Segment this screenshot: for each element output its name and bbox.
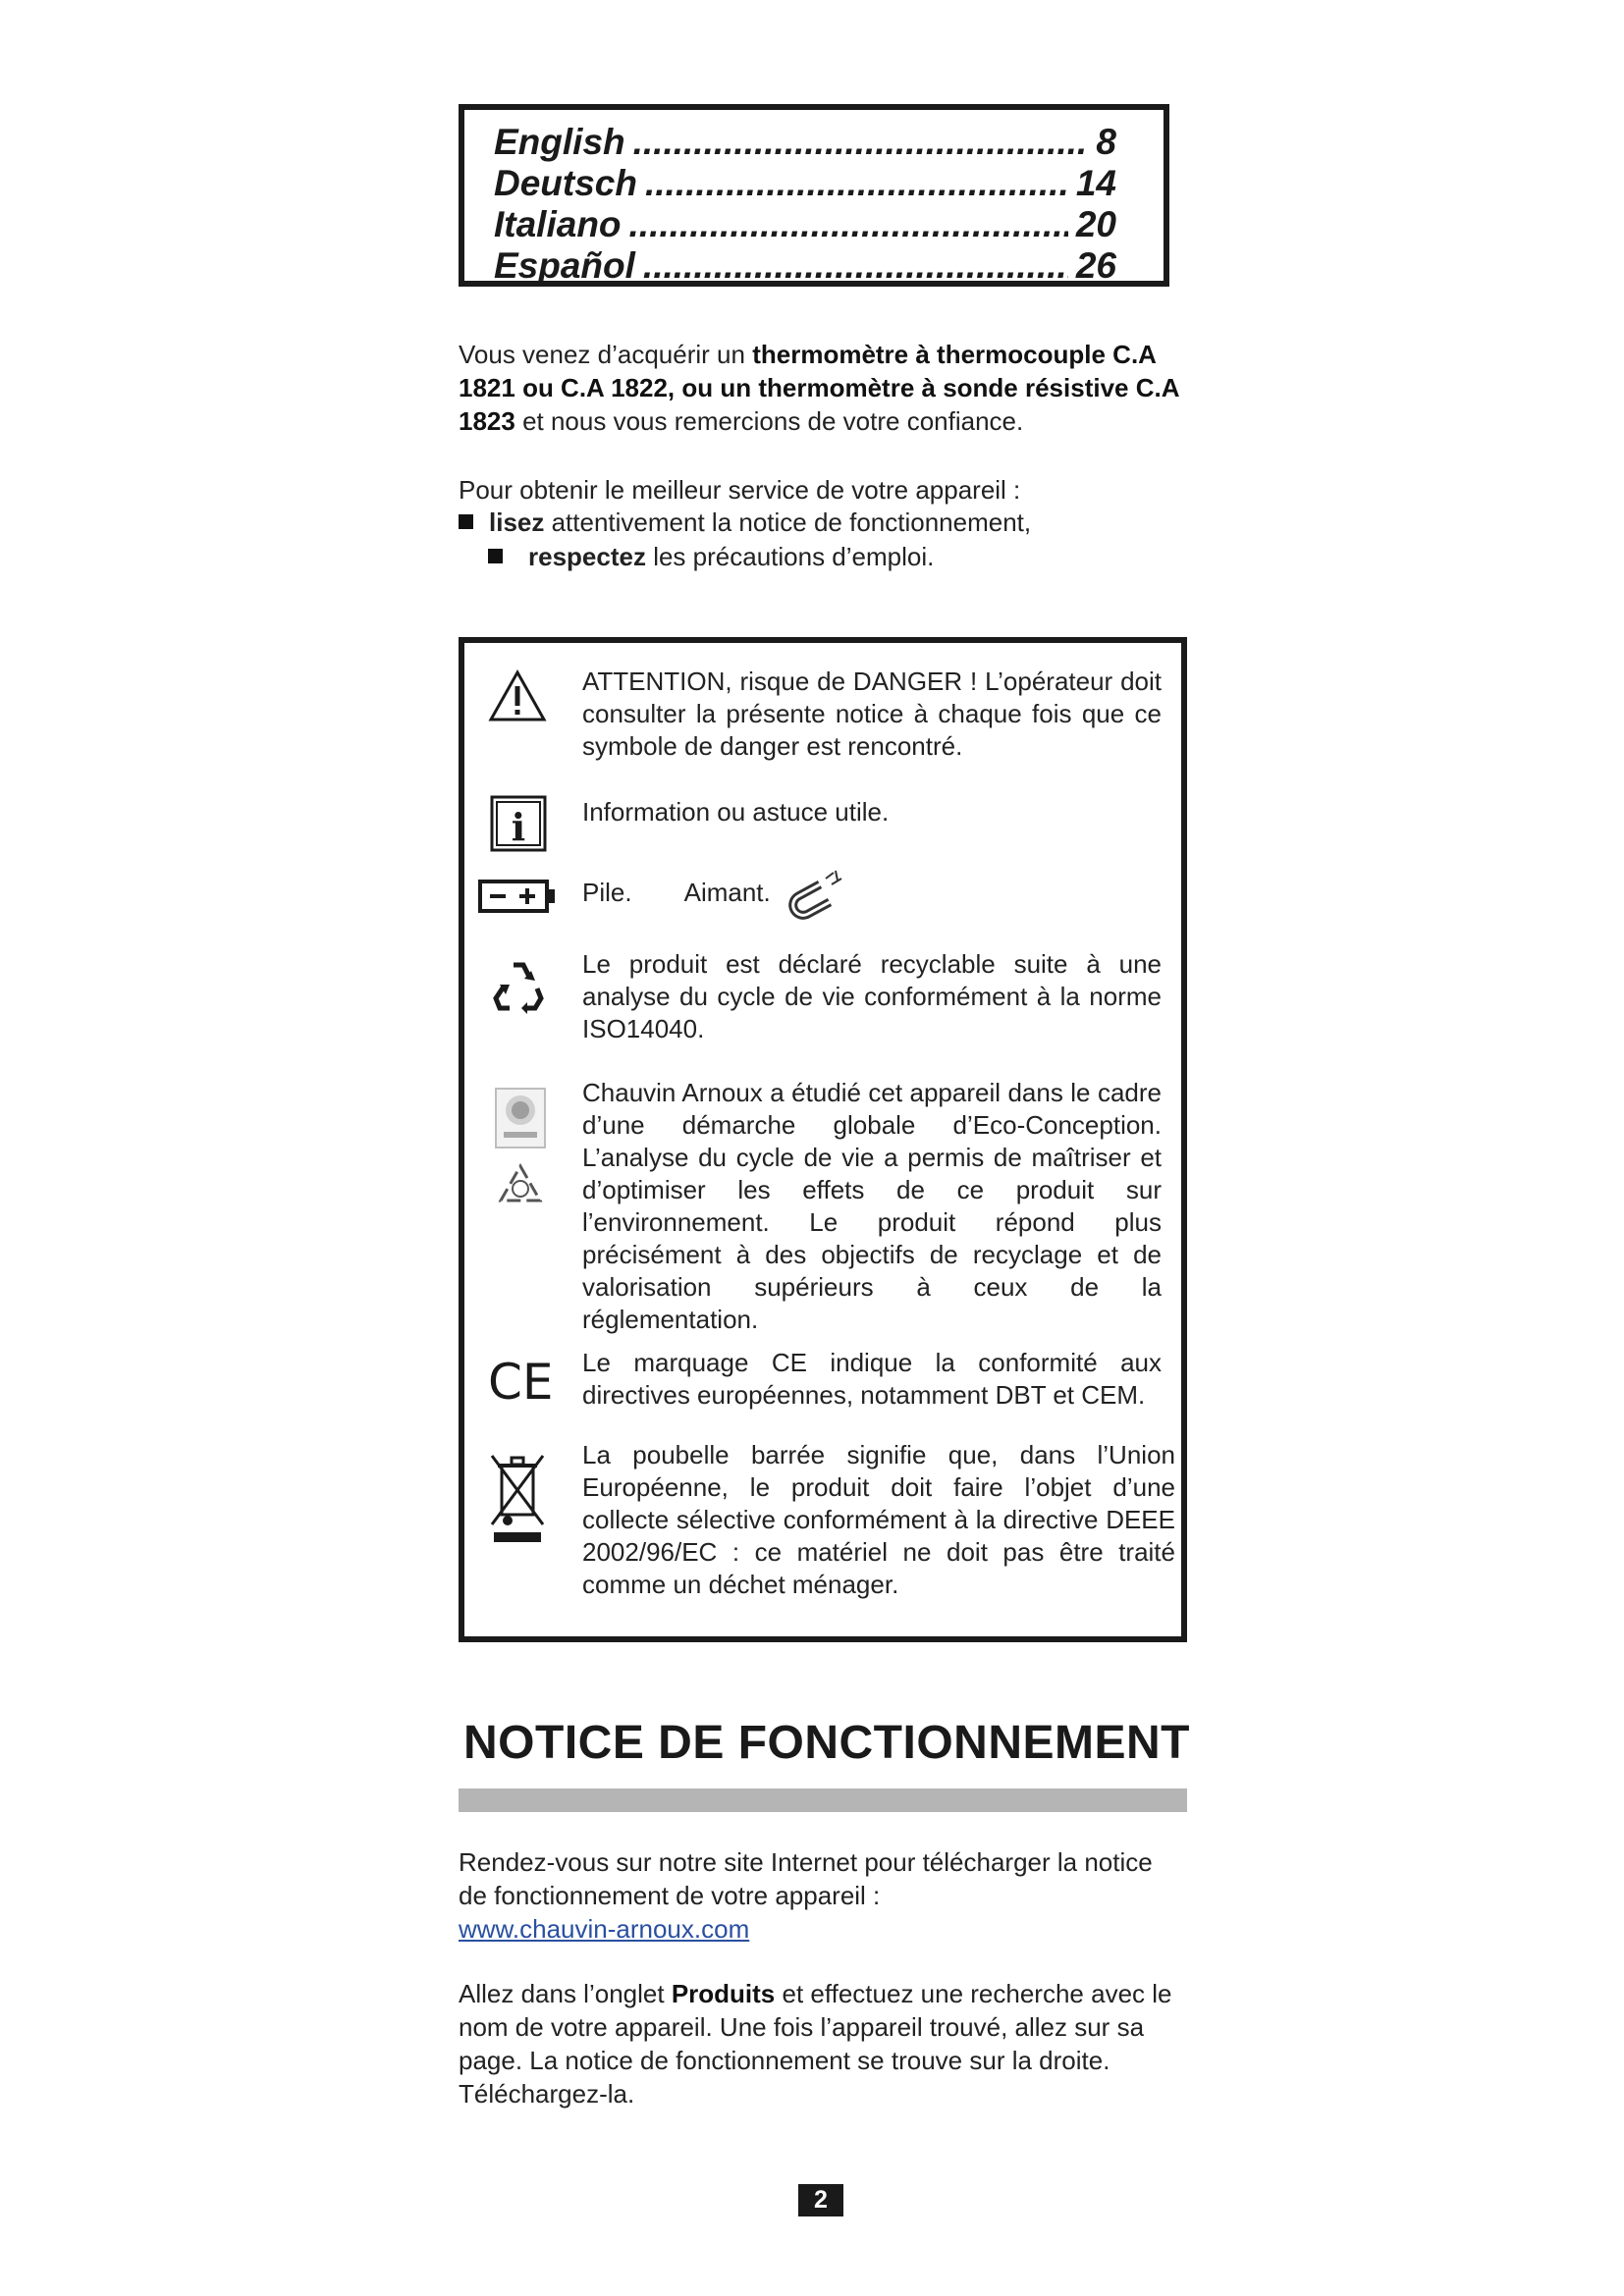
recycle-icon xyxy=(492,959,547,1014)
toc-leader xyxy=(633,122,1089,163)
download-instructions xyxy=(459,1977,1185,2110)
toc-label: English xyxy=(494,122,625,162)
toc-label: Español xyxy=(494,245,635,286)
instructions-text: Allez dans l’onglet xyxy=(459,1979,672,2008)
intro-paragraph xyxy=(459,338,1185,438)
toc-entry-english[interactable] xyxy=(494,122,1116,163)
bullet-text: attentivement la notice de fonctionnement, xyxy=(544,507,1032,537)
warning-text: ATTENTION, risque de DANGER ! L’opérateur doit consulter la présente notice à chaque fois que ce symbole de danger est rencontré. xyxy=(582,667,1162,761)
products-tab-label: Produits xyxy=(671,1979,776,2008)
bullet-square-icon xyxy=(459,514,473,529)
battery-label: Pile. xyxy=(582,878,632,907)
page-number: 2 xyxy=(798,2184,843,2216)
toc-leader xyxy=(629,204,1068,245)
toc-leader xyxy=(643,245,1068,287)
toc-leader xyxy=(645,163,1068,204)
info-icon xyxy=(490,795,547,852)
bullet-read xyxy=(459,506,1031,539)
service-intro: Pour obtenir le meilleur service de votre appareil : xyxy=(459,475,1021,505)
crossed-bin-icon xyxy=(488,1452,547,1546)
toc-entry-italiano[interactable] xyxy=(494,204,1116,245)
language-toc xyxy=(459,104,1169,287)
bullet-keyword: respectez xyxy=(528,542,646,571)
notice-paragraph xyxy=(459,1845,1185,1946)
notice-text: Rendez-vous sur notre site Internet pour télécharger la notice de fonctionnement de votre appareil : xyxy=(459,1847,1153,1910)
svg-text:i: i xyxy=(511,805,526,849)
weee-text: La poubelle barrée signifie que, dans l’Union Européenne, le produit doit faire l’objet d’une collecte sélective conformément à la directive DEEE 2002/96/EC : ce matériel ne doit pas être traité comme un déchet ménager. xyxy=(582,1440,1175,1599)
recyclable-text: Le produit est déclaré recyclable suite à une analyse du cycle de vie conformément à la norme ISO14040. xyxy=(582,949,1162,1043)
toc-page: 14 xyxy=(1075,163,1116,203)
svg-text:CE: CE xyxy=(488,1358,554,1405)
bullet-respect xyxy=(488,540,934,573)
toc-page: 8 xyxy=(1096,122,1116,162)
toc-label: Italiano xyxy=(494,204,622,244)
magnet-label: Aimant. xyxy=(683,878,771,907)
battery-icon xyxy=(478,879,557,914)
toc-label: Deutsch xyxy=(494,163,637,203)
intro-text: Vous venez d’acquérir un xyxy=(459,340,753,369)
instructions-text-end: et effectuez une recherche avec le nom de votre appareil. Une fois l’appareil trouvé, allez sur sa page. La notice de fonctionnement se trouve sur la droite. Téléchargez-la. xyxy=(459,1979,1172,2109)
eco-design-icon xyxy=(494,1087,547,1149)
bullet-square-icon xyxy=(488,549,503,563)
intro-text-end: et nous vous remercions de votre confiance. xyxy=(514,406,1024,436)
recycle-triangle-icon xyxy=(496,1161,545,1210)
toc-page: 26 xyxy=(1075,245,1116,286)
toc-entry-espanol[interactable] xyxy=(494,245,1116,287)
symbols-box xyxy=(459,637,1187,1642)
toc-page: 20 xyxy=(1075,204,1116,244)
info-text: Information ou astuce utile. xyxy=(582,797,890,827)
ce-mark-icon xyxy=(486,1358,555,1405)
bullet-text: les précautions d’emploi. xyxy=(645,542,935,571)
eco-design-text: Chauvin Arnoux a étudié cet appareil dans le cadre d’une démarche globale d’Eco-Conception. L’analyse du cycle de vie a permis de maîtriser et d’optimiser les effets de ce produit sur l’environnement. Le produit répond plus précisément à des objectifs de recyclage et de valorisation supérieurs à ceux de la réglementation. xyxy=(582,1078,1162,1334)
toc-entry-deutsch[interactable] xyxy=(494,163,1116,204)
title-underline-bar xyxy=(459,1789,1187,1812)
intro-product-names: thermomètre à thermocouple C.A 1821 ou C.A 1822, ou un thermomètre à sonde résistive C.A 1823 xyxy=(459,340,1179,436)
magnet-icon xyxy=(781,867,845,922)
ce-text: Le marquage CE indique la conformité aux directives européennes, notamment DBT et CEM. xyxy=(582,1348,1162,1410)
notice-title: NOTICE DE FONCTIONNEMENT xyxy=(463,1717,1190,1769)
website-link[interactable]: www.chauvin-arnoux.com xyxy=(459,1914,750,1944)
battery-text xyxy=(582,877,771,909)
warning-triangle-icon xyxy=(488,668,547,723)
bullet-keyword: lisez xyxy=(489,507,545,537)
